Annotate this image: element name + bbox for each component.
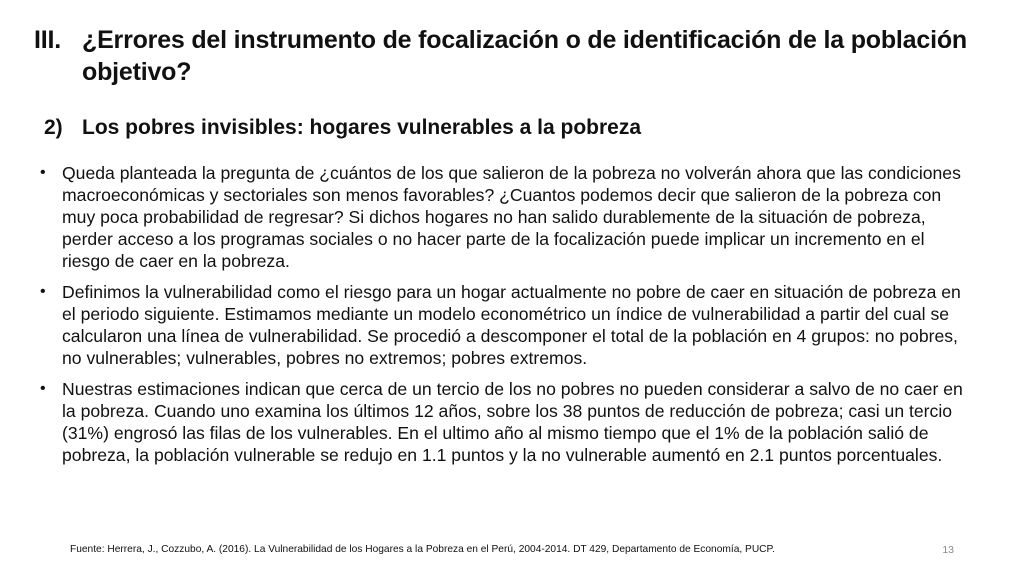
title-number: III. bbox=[34, 26, 61, 54]
bullet-text: Queda planteada la pregunta de ¿cuántos de los que salieron de la pobreza no volverán ahora que las condiciones macroeconómicas y sectoriales son menos favorables? ¿Cuantos podemos decir que salieron de la pobreza con muy poca probabilidad de regresar? Si dichos hogares no han salido durablemente de la situación de pobreza, perder acceso a los programas sociales o no hacer parte de la focalización puede implicar un incremento en el riesgo de caer en la pobreza. bbox=[62, 163, 961, 271]
bullet-marker: • bbox=[40, 164, 46, 181]
title-text: ¿Errores del instrumento de focalización o de identificación de la población objetivo? bbox=[82, 26, 967, 86]
bullet-text: Definimos la vulnerabilidad como el riesgo para un hogar actualmente no pobre de caer en situación de pobreza en el periodo siguiente. Estimamos mediante un modelo econométrico un índice de vulnerabilidad a partir del cual se calcularon una línea de vulnerabilidad. Se procedió a descomponer el total de la población en 4 grupos: no pobres, no vulnerables; vulnerables, pobres no extremos; pobres extremos. bbox=[62, 282, 961, 368]
bullet-item bbox=[40, 378, 970, 466]
bullet-text: Nuestras estimaciones indican que cerca de un tercio de los no pobres no pueden considerar a salvo de no caer en la pobreza. Cuando uno examina los últimos 12 años, sobre los 38 puntos de reducción de pobreza; casi un tercio (31%) engrosó las filas de los vulnerables. En el ultimo año al mismo tiempo que el 1% de la población salió de pobreza, la población vulnerable se redujo en 1.1 puntos y la no vulnerable aumentó en 2.1 puntos porcentuales. bbox=[62, 379, 963, 465]
slide-subtitle bbox=[44, 114, 984, 142]
subtitle-number: 2) bbox=[44, 116, 63, 139]
bullet-marker: • bbox=[40, 283, 46, 300]
source-footnote: Fuente: Herrera, J., Cozzubo, A. (2016). La Vulnerabilidad de los Hogares a la Pobreza en el Perú, 2004-2014. DT 429, Departamento de Economía, PUCP. bbox=[70, 544, 775, 555]
bullet-marker: • bbox=[40, 380, 46, 397]
page-number: 13 bbox=[942, 544, 954, 556]
subtitle-text: Los pobres invisibles: hogares vulnerables a la pobreza bbox=[82, 116, 642, 139]
bullet-item bbox=[40, 162, 970, 272]
bullet-item bbox=[40, 281, 970, 369]
slide-title bbox=[34, 24, 994, 88]
bullet-list bbox=[40, 162, 970, 475]
